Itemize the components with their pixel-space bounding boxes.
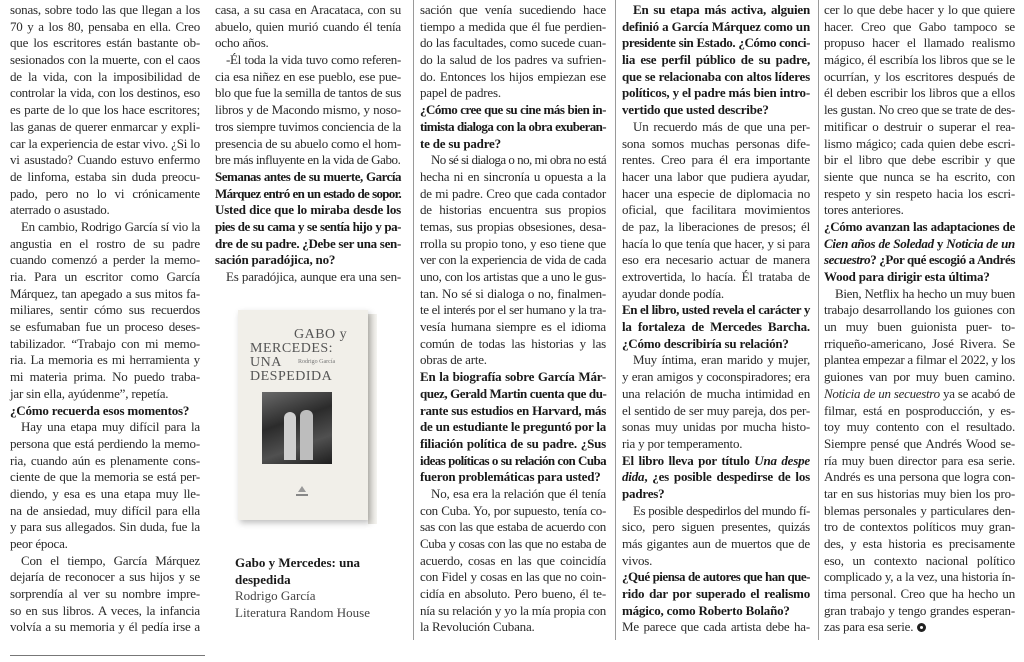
text-line: volvía a su memoria y él pedía irse a	[10, 619, 200, 635]
text-line: En la biografía sobre García Már-	[420, 369, 606, 385]
text-line: miliares, sentir cómo sus recuerdos	[10, 302, 200, 318]
interview-question	[622, 2, 810, 119]
text-line: zas para esa serie.	[824, 619, 1015, 636]
text-line: cia esa niñez en ese pueblo, ese pue-	[215, 68, 401, 84]
text-line: mágico, él escribía los libros que se le	[824, 52, 1015, 68]
text-line: do las facultades, como sucede cuan-	[420, 35, 606, 51]
text-line: dre de su padre. ¿Debe ser una sen-	[215, 235, 401, 251]
text-line: de un estudiante le preguntó por la	[420, 419, 607, 435]
text-line: con Fidel y cosas en las que no coin-	[420, 569, 606, 585]
paragraph	[622, 503, 810, 570]
text-line: Márquez entró en un estado de sopor.	[215, 185, 401, 201]
column-3	[420, 2, 606, 636]
text-line: ocho años.	[215, 35, 269, 51]
text-line: de historias encuentra sus propios	[420, 202, 606, 218]
book-author: Rodrigo García	[235, 588, 316, 604]
text-line: el sentido de ser muy pareja, dos per-	[622, 402, 810, 418]
text-line: definió a García Márquez como un	[622, 18, 810, 34]
text-line: pado, pero no lo vi crónicamente	[10, 185, 200, 201]
text-line: Cuba y cosas con las que no estaba de	[420, 536, 606, 551]
column-5	[824, 2, 1015, 636]
text-line: vivos.	[622, 552, 653, 568]
text-line: rentes. Creo para él era importante	[622, 152, 810, 168]
paragraph	[10, 553, 200, 636]
text-line: na de ansiedad, muy difícil para ella	[10, 502, 200, 518]
text-line: Con el tiempo, García Márquez	[21, 552, 200, 568]
text-line: sación paradójica, no?	[215, 252, 336, 268]
text-line: abuelo, quien murió cuando él tenía	[215, 18, 401, 34]
text-line: Cien años de Soledad y Noticia de un	[824, 235, 1015, 251]
text-line: Noticia de un secuestro ya se acabó de	[824, 385, 1016, 401]
text-line: ¿Cómo describiría su relación?	[622, 335, 789, 351]
text-line: sesionados con la muerte, con el caos	[10, 52, 200, 68]
text-line: cuando comenzó a perder la memo-	[10, 252, 200, 268]
text-line: ocurrían, y los escritores después de	[824, 68, 1015, 84]
text-line: ayudar donde podía.	[622, 285, 724, 301]
text-line: eso, un contexto nacional político	[824, 552, 1015, 568]
text-line: ria y por temperamento.	[622, 435, 743, 451]
text-line: timista dialoga con la obra exuberan-	[420, 118, 606, 134]
paragraph	[622, 352, 810, 452]
text-line: padres?	[622, 485, 665, 501]
text-line: extrovertida, lo hacía. Él trataba de	[622, 269, 810, 284]
text-line: ciente de que la memoria se está per-	[10, 469, 200, 485]
text-line: complicado y, a la vez, una historia ín-	[824, 569, 1015, 585]
text-line: un muy buen guionista puer- to-	[824, 319, 1015, 335]
text-line: Márquez, tan apegado a sus mitos fa-	[10, 285, 200, 301]
text-line: nía su relación y yo la mía propia con	[420, 602, 606, 618]
text-line: sico, pero siguen presentes, quizás	[622, 519, 810, 535]
text-line: respeto y sin respeto hacia los escri-	[824, 185, 1015, 201]
text-line: te el interés por el ser humano y la tra-	[420, 302, 606, 318]
interview-question	[622, 569, 810, 619]
text-line: bir el libro que debe escribir y que	[824, 152, 1015, 168]
text-line: las ganas de querer enmarcar y expli-	[10, 118, 200, 134]
text-line: común de todas las historias y las	[420, 335, 606, 351]
text-line: tores anteriores.	[824, 202, 904, 218]
text-line: ver con la experiencia de vida de cada	[420, 252, 606, 268]
text-line: oficial, que facilitara movimientos	[622, 202, 810, 218]
text-line: mágico, como Roberto Bolaño?	[622, 602, 790, 618]
book-title: despedida	[235, 571, 291, 587]
text-line: secuestro? ¿Por qué escogió a Andrés	[824, 252, 1015, 268]
text-line: obras de arte.	[420, 352, 487, 368]
text-line: ideas políticas o su relación con Cuba	[420, 452, 606, 468]
text-line: Es paradójica, aunque era una sen-	[226, 269, 401, 284]
text-line: propuso hacer el llamado realismo	[824, 35, 1015, 51]
text-line: do. Entonces los hijos empiezan ese	[420, 68, 606, 84]
paragraph	[10, 419, 200, 553]
footer-rule	[10, 655, 205, 656]
text-line: tima personal. Creo que ha hecho un	[824, 586, 1015, 602]
paragraph	[10, 2, 200, 219]
text-line: tabilizador. “Trabajo con mi memo-	[10, 335, 200, 351]
text-line: vesía humana siempre es el idioma	[420, 319, 606, 335]
text-line: la fortaleza de Mercedes Barcha.	[622, 319, 810, 335]
interview-question	[215, 169, 401, 269]
book-cover-title	[250, 328, 347, 384]
interview-question	[10, 403, 200, 420]
paragraph	[824, 286, 1015, 636]
text-line: 70 y a los 80, pensaba en ella. Creo	[10, 18, 200, 34]
text-line: más gigantes aun de muertos que de	[622, 536, 810, 551]
text-line: fueron problemáticas para usted?	[420, 469, 601, 485]
column-divider	[413, 0, 414, 640]
text-line: Muy íntima, eran marido y mujer,	[633, 352, 810, 368]
text-line: lia ese perfil público de su padre,	[622, 52, 810, 68]
column-1	[10, 2, 200, 636]
text-line: hacer. Creo que Gabo tampoco se	[824, 18, 1015, 34]
text-line: hacía lo que tenía que hacer, y si para	[622, 235, 810, 251]
text-line: En cambio, Rodrigo García sí vio la	[21, 218, 200, 234]
text-line: ria, cuando aún es plenamente cons-	[10, 452, 200, 468]
text-line: No, esa era la relación que él tenía	[431, 485, 606, 501]
column-divider	[818, 0, 819, 640]
text-line: te de su padre?	[420, 135, 501, 151]
text-line: dida, ¿es posible despedirse de los	[622, 469, 810, 485]
text-line: sorprendía al ver su nombre impre-	[10, 586, 200, 602]
interview-question	[420, 102, 606, 152]
paragraph	[215, 52, 401, 169]
interview-question	[622, 302, 810, 352]
text-line: que se relacionaba con altos líderes	[622, 68, 810, 84]
text-line: Usted dice que lo miraba desde los	[215, 202, 401, 218]
text-line: Hay una etapa muy difícil para la	[21, 419, 200, 435]
text-line: sación que venía sucediendo hace	[420, 2, 606, 17]
text-line: -Él toda la vida tuvo como referen-	[226, 52, 401, 68]
text-line: En su etapa más activa, alguien	[633, 2, 810, 17]
text-line: libros y de Macondo mismo, y noso-	[215, 102, 401, 118]
cover-title-line: UNA	[250, 355, 282, 370]
book-cover-photo	[262, 392, 332, 464]
text-line: car la experiencia de estar vivo. ¿Si lo	[10, 135, 200, 151]
text-line: es parte de lo que los hace escritores;	[10, 102, 200, 118]
text-line: rriqueño-americano, José Rivera. Se	[824, 335, 1015, 351]
text-line: hecha ni en sincronía u opuesta a la	[420, 168, 606, 184]
text-line: lismo mágico; cada quien debe escri-	[824, 135, 1015, 151]
text-line: Me parece que cada artista debe ha-	[622, 619, 810, 635]
text-line: políticos, y el padre más bien intro-	[622, 85, 810, 101]
text-line: aterrado o asustado.	[10, 202, 110, 218]
paragraph	[622, 619, 810, 636]
text-line: les gustan. No creo que se trate de des-	[824, 102, 1015, 118]
book-publisher: Literatura Random House	[235, 605, 371, 621]
text-line: mitificar o destruir o superar el rea-	[824, 118, 1015, 134]
text-line: rante sus estudios en Harvard, más	[420, 402, 606, 418]
text-line: presidente sin Estado. ¿Cómo conci-	[622, 35, 810, 51]
text-line: tan. No sé si dialoga o no, finalmen-	[420, 285, 606, 301]
text-line: pies de su cama y se sentía hijo y pa-	[215, 218, 401, 234]
text-line: ria. La memoria es mi herramienta y	[10, 352, 200, 368]
text-line: toy muy contento con el resultado.	[824, 419, 1015, 435]
paragraph	[622, 119, 810, 303]
text-line: siente que nunca se ha escrito, con	[824, 168, 1015, 184]
text-line: angustia en el rostro de su padre	[10, 235, 200, 251]
text-line: rido dar por superado el realismo	[622, 586, 810, 602]
text-line: controlar la vida, con los destinos, eso	[10, 85, 200, 101]
text-line: El libro lleva por título Una despe	[622, 452, 810, 468]
paragraph	[420, 152, 606, 369]
book-cover-author: Rodrigo García	[298, 359, 336, 365]
text-line: hacer una especie de diplomacia no	[622, 185, 810, 201]
text-line: diendo, y esa es una etapa muy lle-	[10, 485, 200, 501]
text-line: Siempre pensé que Andrés Wood se-	[824, 435, 1015, 451]
text-line: la Revolución Cubana.	[420, 619, 535, 635]
text-line: Un recuerdo más de que una per-	[633, 118, 810, 134]
text-line: de la vida, con la imposibilidad de	[10, 68, 200, 84]
text-line: rrolla su propio tono, y eso tiene que	[420, 235, 606, 251]
text-line: No sé si dialoga o no, mi obra no está	[431, 152, 606, 168]
text-line: filmar, está en posproducción, y es-	[824, 402, 1015, 418]
text-line: ¿Cómo recuerda esos momentos?	[10, 402, 190, 418]
text-line: acuerdo, cosas en las que coincidía	[420, 552, 606, 568]
text-line: temas, sus propias obsesiones, desa-	[420, 218, 606, 234]
text-line: do la salud de los padres va sufrien-	[420, 52, 606, 68]
text-line: sas con las que estaba de acuerdo con	[420, 519, 606, 535]
text-line: uno, con los artistas que a uno le gus-	[420, 269, 606, 284]
text-line: hacer una labor que pudiera ayudar,	[622, 168, 810, 184]
interview-question	[420, 369, 606, 486]
text-line: y eran amigos y coconspiradores; era	[622, 369, 810, 385]
text-line: plantea empezar a filmar el 2022, y los	[824, 352, 1015, 368]
text-line: peor época.	[10, 536, 68, 551]
cover-title-line: GABO y	[294, 327, 348, 342]
book-title: Gabo y Mercedes: una	[235, 555, 361, 570]
text-line: ría muy buen director para esa serie.	[824, 452, 1015, 468]
text-line: de mi padre. Creo que cada contador	[420, 185, 606, 201]
book-spine	[368, 314, 377, 524]
text-line: sonas, sobre todo las que llegan a los	[10, 2, 200, 17]
column-4	[622, 2, 810, 636]
text-line: guiones van por muy buen camino.	[824, 369, 1015, 385]
text-line: Es posible despedirlos del mundo fí-	[633, 502, 810, 518]
text-line: blemas personales y particulares den-	[824, 502, 1015, 518]
text-line: una relación de mucha intimidad en	[622, 385, 810, 401]
text-line: tar en sus historias muy bien los pro-	[824, 485, 1015, 501]
text-line: con Cuba. Yo, por supuesto, tenía co-	[420, 502, 606, 518]
text-line: Andrés es una persona que logra con-	[824, 469, 1015, 485]
text-line: se esfumaban fue un proceso deses-	[10, 319, 200, 335]
text-line: trabajo desarrollando los guiones con	[824, 302, 1015, 318]
text-line: y para sus allegados. Sin duda, fue la	[10, 519, 200, 535]
text-line: Bien, Netflix ha hecho un muy buen	[835, 285, 1015, 301]
book-caption	[235, 555, 370, 622]
text-line: vertido que usted describe?	[622, 102, 769, 118]
text-line: tros siempre tuvimos conciencia de la	[215, 118, 401, 134]
end-of-article-icon	[917, 623, 926, 632]
text-line: que los escritores están bastante ob-	[10, 35, 200, 51]
text-line: Wood para dirigir esta última?	[824, 269, 990, 284]
text-line: ¿Cómo avanzan las adaptaciones de	[824, 218, 1015, 234]
text-line: casa, a su casa en Aracataca, con su	[215, 2, 401, 17]
text-line: des, y esta historia es precisamente	[824, 536, 1015, 551]
text-line: bre más influyente en la vida de Gabo.	[215, 152, 401, 168]
paragraph	[420, 486, 606, 636]
book-cover-image	[238, 310, 368, 520]
text-line: persona que está perdiendo la memo-	[10, 435, 200, 451]
column-2	[215, 2, 401, 286]
text-line: Semanas antes de su muerte, García	[215, 168, 401, 184]
paragraph	[420, 2, 606, 102]
text-line: sonas muy unidas por mucha histo-	[622, 419, 810, 435]
text-line: dejaría de reconocer a sus hijos y se	[10, 569, 200, 585]
text-line: de linfoma, estaba sin duda preocu-	[10, 168, 200, 184]
text-line: filiación política de su padre. ¿Sus	[420, 435, 606, 451]
publisher-logo-icon	[296, 486, 308, 496]
column-divider	[615, 0, 616, 640]
text-line: vi asustado? Cuando estuvo enfermo	[10, 152, 200, 168]
text-line: ¿Qué piensa de autores que han que-	[622, 569, 810, 585]
text-line: tro de contextos políticos muy gran-	[824, 519, 1015, 535]
paragraph	[215, 2, 401, 52]
text-line: ¿Cómo cree que su cine más bien in-	[420, 102, 606, 118]
cover-title-line: MERCEDES:	[250, 341, 334, 356]
text-line: ria. Para un escritor como García	[10, 269, 200, 284]
paragraph	[10, 219, 200, 403]
text-line: so en sus libros. A veces, la infancia	[10, 602, 200, 618]
text-line: papel de padres.	[420, 85, 501, 101]
text-line: tiempo a medida que él fue perdien-	[420, 18, 606, 34]
text-line: cer lo que debe hacer y lo que quiere	[824, 2, 1015, 17]
cover-title-line: DESPEDIDA	[250, 369, 333, 384]
text-line: jar sin ella, ayúdenme”, repetía.	[10, 385, 169, 401]
text-line: él deben escribir los libros que a ellos	[824, 85, 1015, 101]
text-line: de paz, la liberaciones de presos; él	[622, 218, 810, 234]
text-line: gran trabajo y tengo grandes esperan-	[824, 602, 1015, 618]
paragraph	[215, 269, 401, 286]
text-line: sona somos muchas personas dife-	[622, 135, 810, 151]
text-line: En el libro, usted revela el carácter y	[622, 302, 810, 318]
text-line: cidía en absoluto. Pero bueno, él te-	[420, 586, 606, 602]
text-line: mi materia prima. No puedo traba-	[10, 369, 200, 385]
text-line: eso era necesario actuar de manera	[622, 252, 810, 268]
text-line: blo que fue la semilla de tantos de sus	[215, 85, 401, 101]
interview-question	[824, 219, 1015, 286]
text-line: presencia de su abuelo como el hom-	[215, 135, 401, 151]
interview-question	[622, 453, 810, 503]
paragraph	[824, 2, 1015, 219]
text-line: quez, Gerald Martin cuenta que du-	[420, 385, 607, 401]
